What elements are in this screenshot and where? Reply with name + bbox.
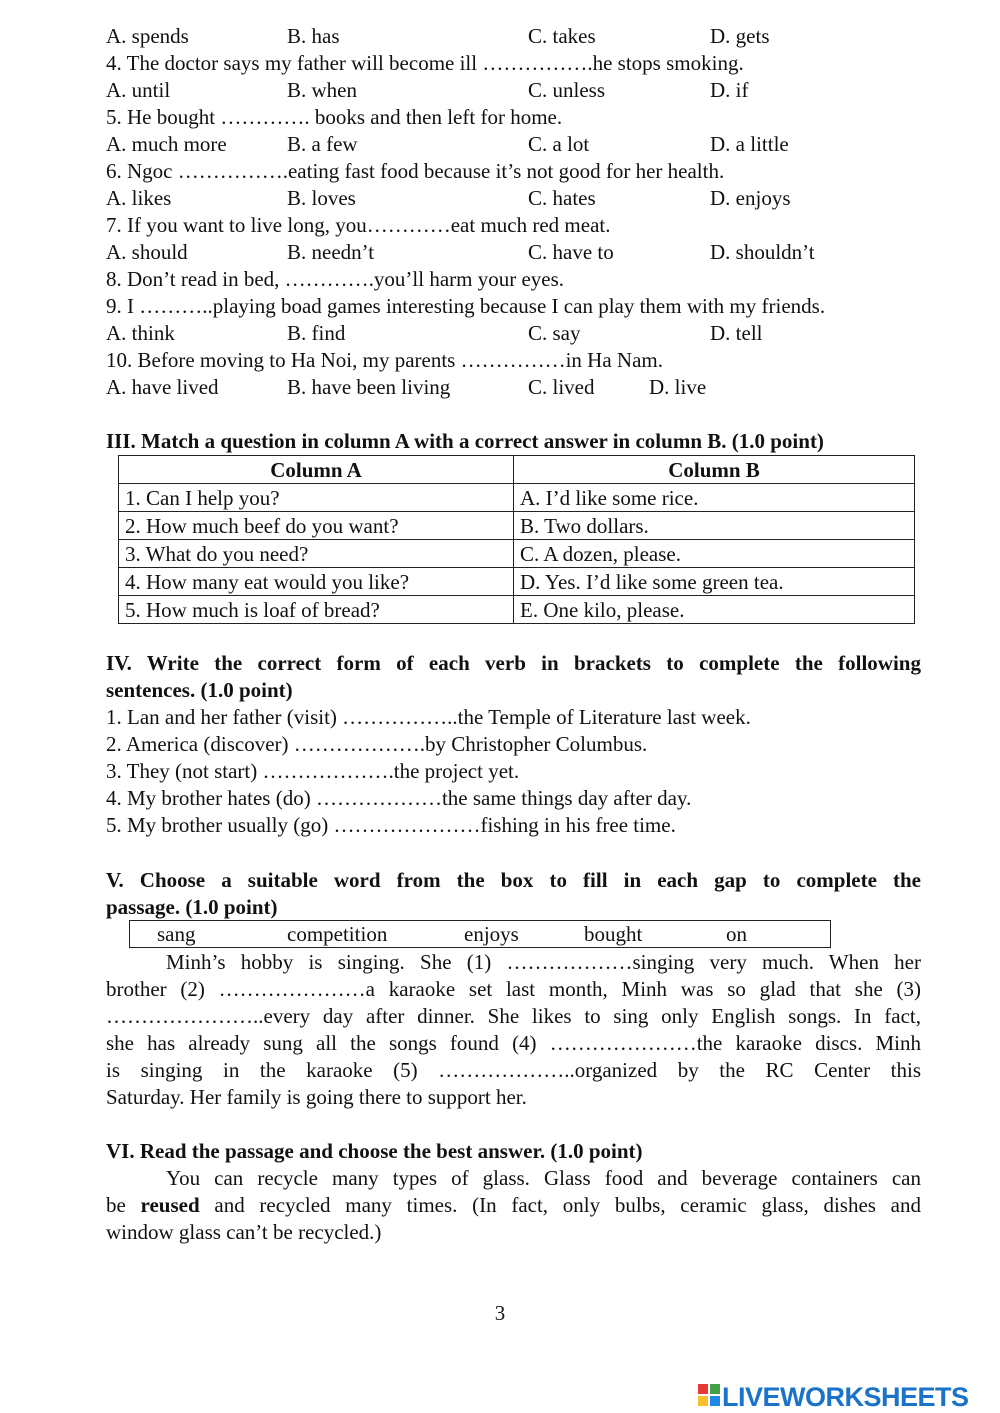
q3-option-a: A. spends xyxy=(106,24,189,48)
q4-option-d: D. if xyxy=(710,78,749,102)
q7-option-d: D. shouldn’t xyxy=(710,240,815,264)
reading-line-3: window glass can’t be recycled.) xyxy=(106,1220,382,1244)
verb-item-4: 4. My brother hates (do) ………………the same things day after day. xyxy=(106,786,692,810)
question-8: 8. Don’t read in bed, ………….you’ll harm your eyes. xyxy=(106,267,565,291)
q4-option-a: A. until xyxy=(106,78,171,102)
answer-cell: E. One kilo, please. xyxy=(514,596,915,624)
question-7: 7. If you want to live long, you…………eat much red meat. xyxy=(106,213,611,237)
passage-line-3: …………………..every day after dinner. She likes to sing only English songs. In fact, xyxy=(106,1004,921,1028)
q3-options xyxy=(106,23,926,50)
q6-option-d: D. enjoys xyxy=(710,186,791,210)
q6-option-a: A. likes xyxy=(106,186,172,210)
table-row xyxy=(119,484,915,512)
passage-line-4: she has already sung all the songs found (4) …………………the karaoke discs. Minh xyxy=(106,1031,921,1055)
part3-heading: III. Match a question in column A with a correct answer in column B. (1.0 point) xyxy=(106,429,824,453)
column-b-header: Column B xyxy=(514,456,915,484)
liveworksheets-logo xyxy=(698,1381,969,1413)
word-box xyxy=(129,920,831,948)
grid-logo-icon xyxy=(698,1384,720,1406)
reading-line-2-start: be xyxy=(106,1193,141,1217)
q4-options xyxy=(106,77,926,104)
q7-option-c: C. have to xyxy=(528,240,614,264)
word-sang: sang xyxy=(157,922,196,946)
reading-line-2 xyxy=(106,1192,921,1219)
verb-item-5: 5. My brother usually (go) …………………fishing in his free time. xyxy=(106,813,676,837)
reading-line-1: You can recycle many types of glass. Glass food and beverage containers can xyxy=(166,1166,921,1190)
q6-options xyxy=(106,185,926,212)
question-10: 10. Before moving to Ha Noi, my parents ……………in Ha Nam. xyxy=(106,348,663,372)
matching-table xyxy=(118,455,915,624)
passage-line-2: brother (2) …………………a karaoke set last month, Minh was so glad that she (3) xyxy=(106,977,921,1001)
q5-option-c: C. a lot xyxy=(528,132,590,156)
answer-cell: A. I’d like some rice. xyxy=(514,484,915,512)
logo-square-green xyxy=(710,1384,720,1394)
q4-option-b: B. when xyxy=(287,78,357,102)
table-row xyxy=(119,540,915,568)
word-bought: bought xyxy=(584,922,643,946)
part4-heading-line1: IV. Write the correct form of each verb in brackets to complete the following xyxy=(106,651,921,675)
q5-options xyxy=(106,131,926,158)
question-cell: 5. How much is loaf of bread? xyxy=(119,596,514,624)
q10-option-b: B. have been living xyxy=(287,375,451,399)
table-header-row xyxy=(119,456,915,484)
question-cell: 4. How many eat would you like? xyxy=(119,568,514,596)
question-cell: 2. How much beef do you want? xyxy=(119,512,514,540)
passage-line-6: Saturday. Her family is going there to support her. xyxy=(106,1085,527,1109)
verb-item-3: 3. They (not start) ……………….the project yet. xyxy=(106,759,520,783)
q3-option-c: C. takes xyxy=(528,24,596,48)
word-on: on xyxy=(726,922,747,946)
q3-option-d: D. gets xyxy=(710,24,770,48)
reused-word: reused xyxy=(140,1193,200,1217)
q9-option-c: C. say xyxy=(528,321,581,345)
q7-options xyxy=(106,239,926,266)
verb-item-2: 2. America (discover) ……………….by Christopher Columbus. xyxy=(106,732,648,756)
question-6: 6. Ngoc …………….eating fast food because it’s not good for her health. xyxy=(106,159,725,183)
part5-heading-line2: passage. (1.0 point) xyxy=(106,895,278,919)
question-cell: 3. What do you need? xyxy=(119,540,514,568)
answer-cell: D. Yes. I’d like some green tea. xyxy=(514,568,915,596)
page-number: 3 xyxy=(494,1301,506,1325)
q7-option-a: A. should xyxy=(106,240,188,264)
word-competition: competition xyxy=(287,922,388,946)
part4-heading-line2: sentences. (1.0 point) xyxy=(106,678,293,702)
logo-square-blue xyxy=(710,1396,720,1406)
answer-cell: B. Two dollars. xyxy=(514,512,915,540)
q5-option-d: D. a little xyxy=(710,132,789,156)
q4-option-c: C. unless xyxy=(528,78,606,102)
part6-heading: VI. Read the passage and choose the best answer. (1.0 point) xyxy=(106,1139,643,1163)
q10-option-a: A. have lived xyxy=(106,375,219,399)
word-enjoys: enjoys xyxy=(464,922,519,946)
question-5: 5. He bought …………. books and then left for home. xyxy=(106,105,563,129)
q9-option-d: D. tell xyxy=(710,321,763,345)
question-9: 9. I ………..playing boad games interesting because I can play them with my friends. xyxy=(106,294,826,318)
logo-square-yellow xyxy=(698,1396,708,1406)
q5-option-b: B. a few xyxy=(287,132,358,156)
part5-heading-line1: V. Choose a suitable word from the box to fill in each gap to complete the xyxy=(106,868,921,892)
q9-option-b: B. find xyxy=(287,321,346,345)
column-a-header: Column A xyxy=(119,456,514,484)
q7-option-b: B. needn’t xyxy=(287,240,375,264)
question-4: 4. The doctor says my father will become ill …………….he stops smoking. xyxy=(106,51,744,75)
q10-option-c: C. lived xyxy=(528,375,595,399)
reading-line-2-end: and recycled many times. (In fact, only bulbs, ceramic glass, dishes and xyxy=(199,1193,921,1217)
logo-square-red xyxy=(698,1384,708,1394)
passage-line-1: Minh’s hobby is singing. She (1) ………………singing very much. When her xyxy=(166,950,921,974)
q9-option-a: A. think xyxy=(106,321,175,345)
q6-option-b: B. loves xyxy=(287,186,356,210)
verb-item-1: 1. Lan and her father (visit) ……………..the Temple of Literature last week. xyxy=(106,705,751,729)
q3-option-b: B. has xyxy=(287,24,340,48)
q9-options xyxy=(106,320,926,347)
table-row xyxy=(119,596,915,624)
question-cell: 1. Can I help you? xyxy=(119,484,514,512)
brand-name: LIVEWORKSHEETS xyxy=(722,1382,969,1413)
table-row xyxy=(119,568,915,596)
q10-options xyxy=(106,374,926,401)
passage-line-5: is singing in the karaoke (5) ………………..organized by the RC Center this xyxy=(106,1058,921,1082)
q5-option-a: A. much more xyxy=(106,132,227,156)
q10-option-d: D. live xyxy=(649,375,707,399)
table-row xyxy=(119,512,915,540)
answer-cell: C. A dozen, please. xyxy=(514,540,915,568)
q6-option-c: C. hates xyxy=(528,186,596,210)
